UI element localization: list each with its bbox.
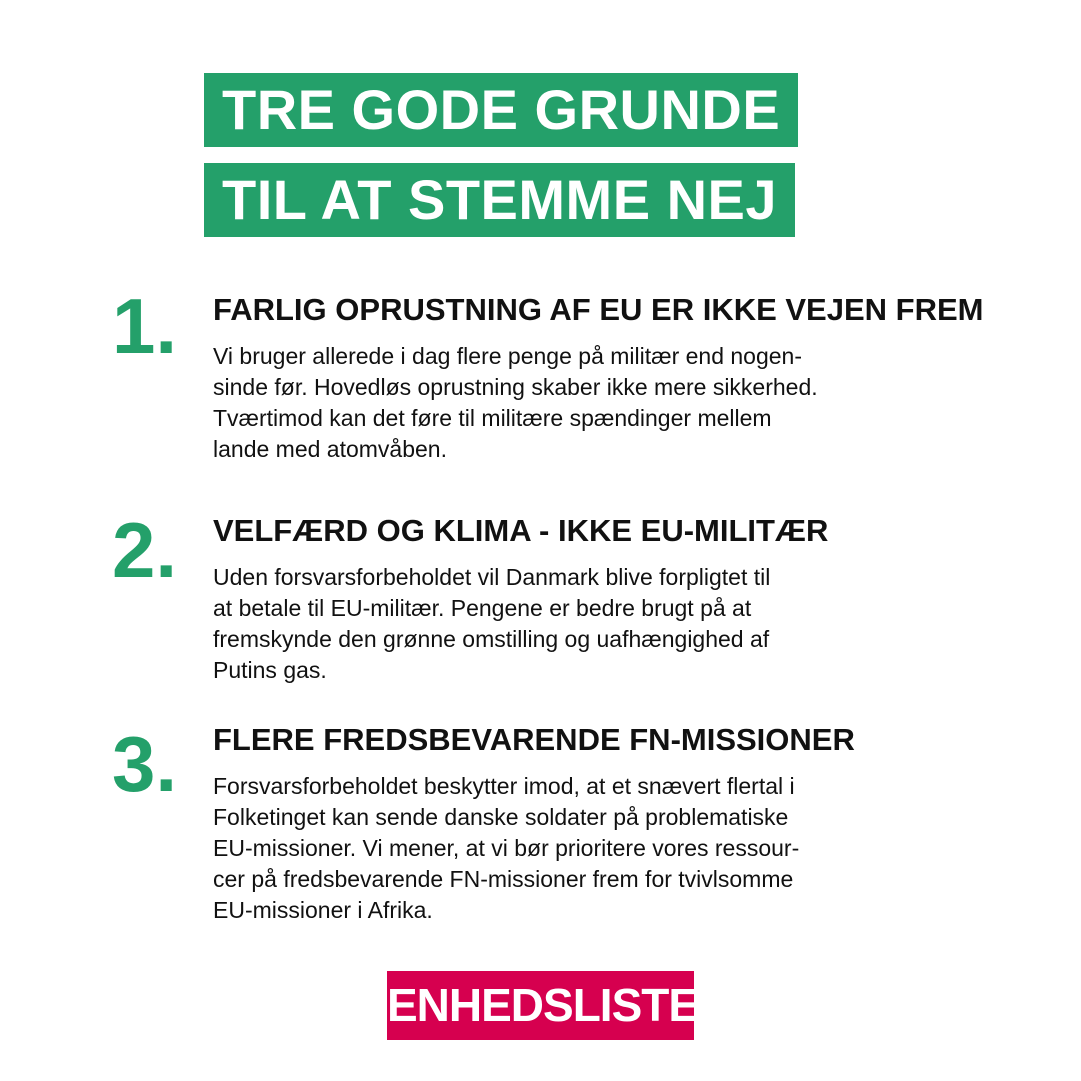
reason-1-line: sinde før. Hovedløs oprustning skaber ikke mere sikkerhed. xyxy=(213,374,818,400)
reason-3-line: cer på fredsbevarende FN-missioner frem for tvivlsomme xyxy=(213,866,794,892)
reason-number-3: 3. xyxy=(112,720,178,808)
reason-body-2 xyxy=(213,562,913,686)
reason-title-1: FARLIG OPRUSTNING AF EU ER IKKE VEJEN FREM xyxy=(213,292,984,327)
reason-3-line: Forsvarsforbeholdet beskytter imod, at et snævert flertal i xyxy=(213,773,795,799)
enhedslisten-logo: ENHEDSLISTEN xyxy=(387,971,694,1040)
reason-3-line: EU-missioner. Vi mener, at vi bør prioritere vores ressour- xyxy=(213,835,800,861)
reason-body-1 xyxy=(213,341,913,465)
heading-line-1: TRE GODE GRUNDE xyxy=(204,73,798,147)
reason-2-line: fremskynde den grønne omstilling og uafhængighed af xyxy=(213,626,770,652)
reason-3-line: EU-missioner i Afrika. xyxy=(213,897,433,923)
reason-1-line: Tværtimod kan det føre til militære spændinger mellem xyxy=(213,405,772,431)
reason-1-line: lande med atomvåben. xyxy=(213,436,447,462)
reason-title-2: VELFÆRD OG KLIMA - IKKE EU-MILITÆR xyxy=(213,513,829,548)
reason-title-3: FLERE FREDSBEVARENDE FN-MISSIONER xyxy=(213,722,855,757)
reason-number-2: 2. xyxy=(112,506,178,594)
reason-2-line: at betale til EU-militær. Pengene er bedre brugt på at xyxy=(213,595,752,621)
reason-number-1: 1. xyxy=(112,282,178,370)
reason-2-line: Uden forsvarsforbeholdet vil Danmark blive forpligtet til xyxy=(213,564,771,590)
reason-body-3 xyxy=(213,771,913,926)
reason-2-line: Putins gas. xyxy=(213,657,327,683)
reason-1-line: Vi bruger allerede i dag flere penge på militær end nogen- xyxy=(213,343,803,369)
heading-line-2: TIL AT STEMME NEJ xyxy=(204,163,795,237)
reason-3-line: Folketinget kan sende danske soldater på problematiske xyxy=(213,804,789,830)
